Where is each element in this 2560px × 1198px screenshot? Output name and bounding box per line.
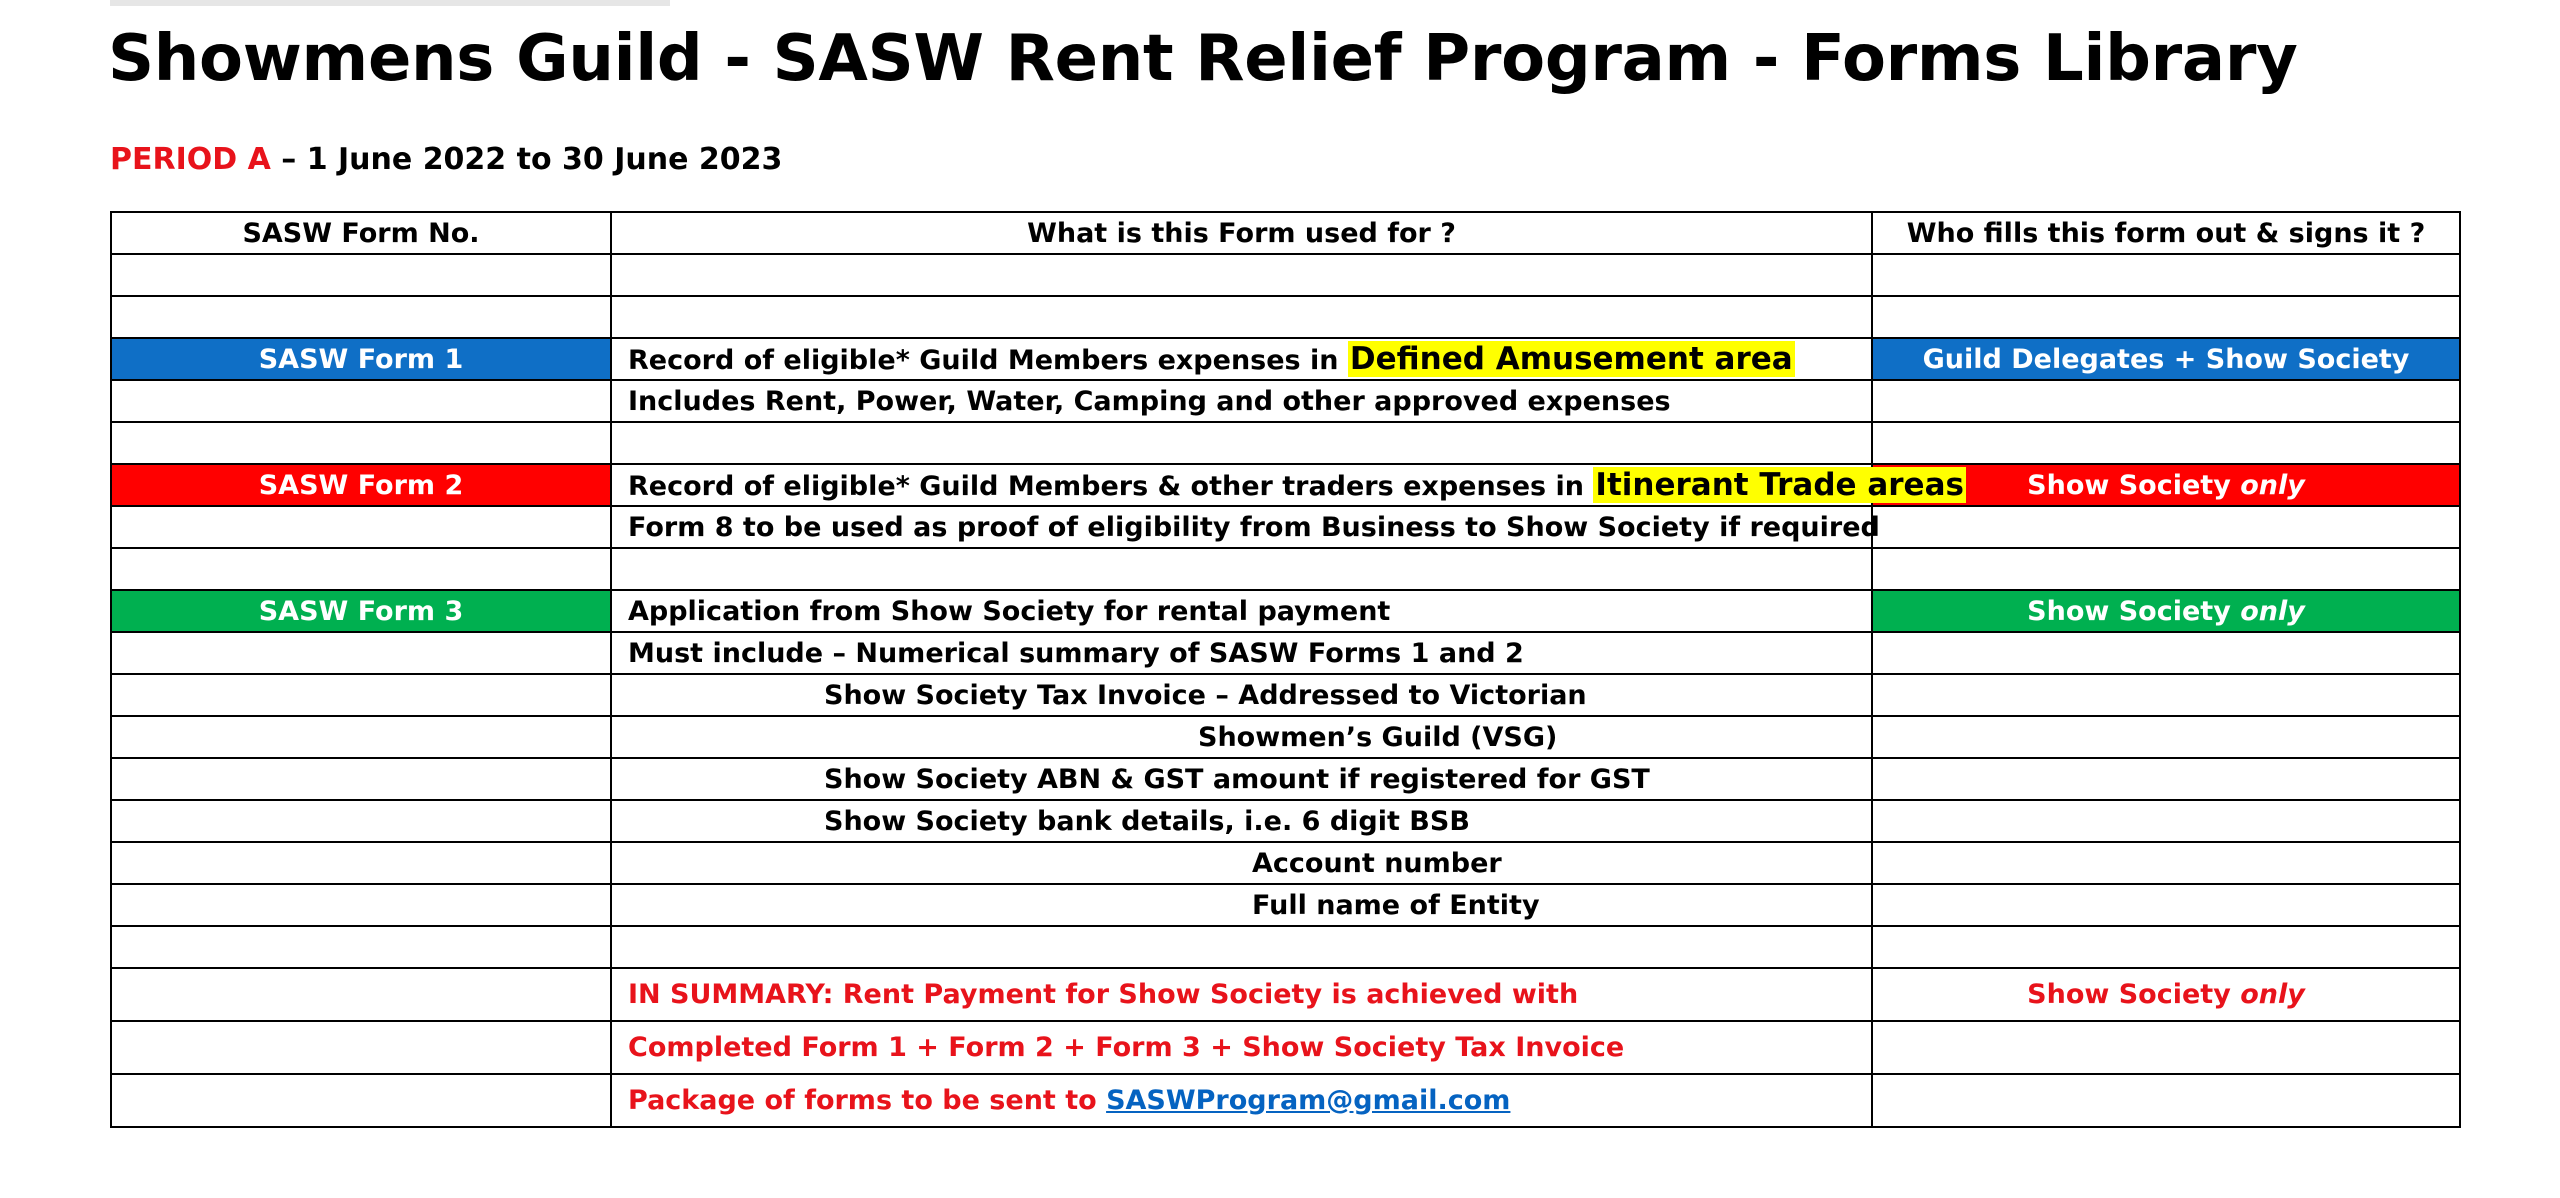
summary-row bbox=[111, 968, 2460, 1021]
summary-line-3-text: Package of forms to be sent to bbox=[628, 1085, 1107, 1116]
form3-requirement: Must include – Numerical summary of SASW Forms 1 and 2 bbox=[611, 632, 1872, 674]
period-line bbox=[110, 142, 782, 177]
form2-desc-text: Record of eligible* Guild Members & other traders expenses in bbox=[628, 471, 1594, 502]
form3-requirement: Full name of Entity bbox=[1252, 889, 1540, 921]
summary-line-3 bbox=[611, 1074, 1872, 1127]
form3-requirement: Show Society ABN & GST amount if registered for GST bbox=[824, 763, 1650, 795]
form2-row bbox=[111, 464, 2460, 506]
form2-note: Form 8 to be used as proof of eligibility from Business to Show Society if required bbox=[611, 506, 1872, 548]
page-title: Showmens Guild - SASW Rent Relief Program - Forms Library bbox=[108, 22, 2298, 96]
form3-name: SASW Form 3 bbox=[111, 590, 611, 632]
form2-description bbox=[611, 464, 1964, 506]
table-row bbox=[111, 758, 2460, 800]
form1-note: Includes Rent, Power, Water, Camping and other approved expenses bbox=[611, 380, 1872, 422]
header-form-no: SASW Form No. bbox=[111, 212, 611, 254]
form2-name: SASW Form 2 bbox=[111, 464, 611, 506]
form1-description bbox=[611, 338, 1872, 380]
form3-requirement: Show Society bank details, i.e. 6 digit BSB bbox=[824, 805, 1470, 837]
form1-who: Guild Delegates + Show Society bbox=[1872, 338, 2460, 380]
period-range: – 1 June 2022 to 30 June 2023 bbox=[270, 142, 783, 177]
table-row bbox=[111, 422, 2460, 464]
table-row bbox=[111, 800, 2460, 842]
summary-who-text: Show Society bbox=[2027, 979, 2241, 1010]
form3-who bbox=[1872, 590, 2460, 632]
header-purpose: What is this Form used for ? bbox=[611, 212, 1872, 254]
table-row bbox=[111, 632, 2460, 674]
form2-who-emphasis: only bbox=[2240, 469, 2305, 501]
table-row bbox=[111, 548, 2460, 590]
summary-who-emphasis: only bbox=[2240, 979, 2305, 1010]
forms-table bbox=[110, 211, 2461, 1128]
form3-description: Application from Show Society for rental payment bbox=[611, 590, 1872, 632]
form2-who-text: Show Society bbox=[2027, 469, 2241, 501]
table-row bbox=[111, 296, 2460, 338]
form3-who-text: Show Society bbox=[2027, 595, 2241, 627]
table-header-row bbox=[111, 212, 2460, 254]
form2-highlight: Itinerant Trade areas bbox=[1595, 467, 1964, 503]
table-row bbox=[111, 254, 2460, 296]
summary-row bbox=[111, 1074, 2460, 1127]
email-link[interactable]: SASWProgram@gmail.com bbox=[1106, 1085, 1511, 1116]
form1-highlight: Defined Amusement area bbox=[1349, 341, 1793, 377]
table-row bbox=[111, 674, 2460, 716]
table-row bbox=[111, 842, 2460, 884]
table-row bbox=[111, 506, 2460, 548]
form3-requirement: Account number bbox=[1252, 847, 1502, 879]
summary-line-2: Completed Form 1 + Form 2 + Form 3 + Show Society Tax Invoice bbox=[611, 1021, 1872, 1074]
header-who: Who fills this form out & signs it ? bbox=[1872, 212, 2460, 254]
form3-requirement: Show Society Tax Invoice – Addressed to Victorian bbox=[824, 679, 1587, 711]
form1-desc-text: Record of eligible* Guild Members expenses in bbox=[628, 345, 1348, 376]
form1-row bbox=[111, 338, 2460, 380]
summary-line-1: IN SUMMARY: Rent Payment for Show Society is achieved with bbox=[611, 968, 1872, 1021]
top-rule bbox=[110, 0, 670, 6]
summary-who bbox=[1872, 968, 2460, 1021]
summary-row bbox=[111, 1021, 2460, 1074]
form1-name: SASW Form 1 bbox=[111, 338, 611, 380]
table-row bbox=[111, 716, 2460, 758]
form3-row bbox=[111, 590, 2460, 632]
period-label: PERIOD A bbox=[110, 142, 271, 177]
table-row bbox=[111, 884, 2460, 926]
form3-who-emphasis: only bbox=[2240, 595, 2305, 627]
form3-requirement: Showmen’s Guild (VSG) bbox=[1198, 721, 1558, 753]
table-row bbox=[111, 380, 2460, 422]
table-row bbox=[111, 926, 2460, 968]
